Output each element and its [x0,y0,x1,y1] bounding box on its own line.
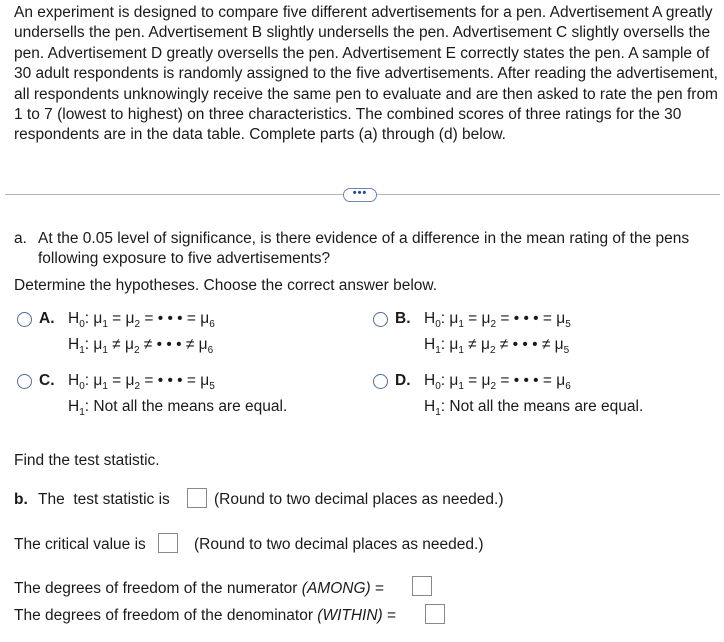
test-statistic-label: The test statistic is [38,491,170,508]
option-b-letter: B. [395,310,411,327]
critical-value-label: The critical value is [14,536,146,553]
option-a-letter: A. [39,310,55,327]
problem-statement: An experiment is designed to compare five different advertisements for a pen. Advertisement A greatly undersells the pen. Advertisement B slightly undersells the pen. Advertisement C slightly oversells the pen. Advertisement D greatly oversells the pen. Advertisement E correctly states the pen. A sample of 30 adult respondents is randomly assigned to the five advertisements. After reading the advertisement, all respondents unknowingly receive the same pen to evaluate and are then asked to rate the pen from 1 to 7 (lowest to highest) on three characteristics. The combined scores of three ratings for the 30 respondents are in the data table. Complete parts (a) through (d) below. [14,4,718,144]
option-d-h0[interactable]: $H_0$: $\mu_1 = \mu_2$ = • • • = $\mu_6$ [424,372,571,392]
option-a-h0[interactable]: $H_0$: $\mu_1 = \mu_2$ = • • • = $\mu_6$ [68,310,215,330]
option-b-h1[interactable]: $H_1$: $\mu_1 \ne \mu_2$ ≠ • • • ≠ $\mu_5$ [424,336,570,356]
test-statistic-hint: (Round to two decimal places as needed.) [214,491,504,508]
option-b-h0[interactable]: $H_0$: $\mu_1 = \mu_2$ = • • • = $\mu_5$ [424,310,571,330]
expand-more-button[interactable]: ••• [343,188,377,202]
option-a-h1[interactable]: $H_1$: $\mu_1 \ne \mu_2$ ≠ • • • ≠ $\mu_6$ [68,336,214,356]
option-d-radio[interactable] [373,374,388,389]
part-b-letter: b. [14,491,28,508]
hypotheses-instruction: Determine the hypotheses. Choose the correct answer below. [14,277,438,294]
df-denominator-label: The degrees of freedom of the denominator (WITHIN) = [14,607,397,624]
option-b-radio[interactable] [373,312,388,327]
part-a-letter: a. [14,230,27,247]
part-a-question-line1: At the 0.05 level of significance, is there evidence of a difference in the mean rating of the pens [38,230,690,247]
option-a-h0-last-index: 6 [209,319,215,330]
option-d-h1-text: Not all the means are equal. [449,398,644,415]
critical-value-hint: (Round to two decimal places as needed.) [194,536,484,553]
option-b-h0-last-index: 5 [565,319,571,330]
df-denominator-input[interactable] [425,604,445,624]
part-a-question-line2: following exposure to five advertisements? [38,250,331,267]
option-d-letter: D. [395,372,411,389]
option-a-radio[interactable] [17,312,32,327]
critical-value-input[interactable] [158,533,178,553]
option-c-h0-last-index: 5 [209,381,215,392]
option-c-radio[interactable] [17,374,32,389]
option-c-letter: C. [39,372,55,389]
df-numerator-label: The degrees of freedom of the numerator (AMONG) = [14,580,385,597]
option-d-h0-last-index: 6 [565,381,571,392]
option-c-h1[interactable]: $H_1$: Not all the means are equal. [68,398,288,418]
option-c-h1-text: Not all the means are equal. [93,398,288,415]
option-b-h1-last-index: 5 [563,345,570,356]
option-d-h1[interactable]: $H_1$: Not all the means are equal. [424,398,644,418]
df-numerator-input[interactable] [412,576,432,596]
find-test-statistic-text: Find the test statistic. [14,452,160,469]
option-a-h1-last-index: 6 [207,345,214,356]
option-c-h0[interactable]: $H_0$: $\mu_1 = \mu_2$ = • • • = $\mu_5$ [68,372,215,392]
test-statistic-input[interactable] [187,488,207,508]
